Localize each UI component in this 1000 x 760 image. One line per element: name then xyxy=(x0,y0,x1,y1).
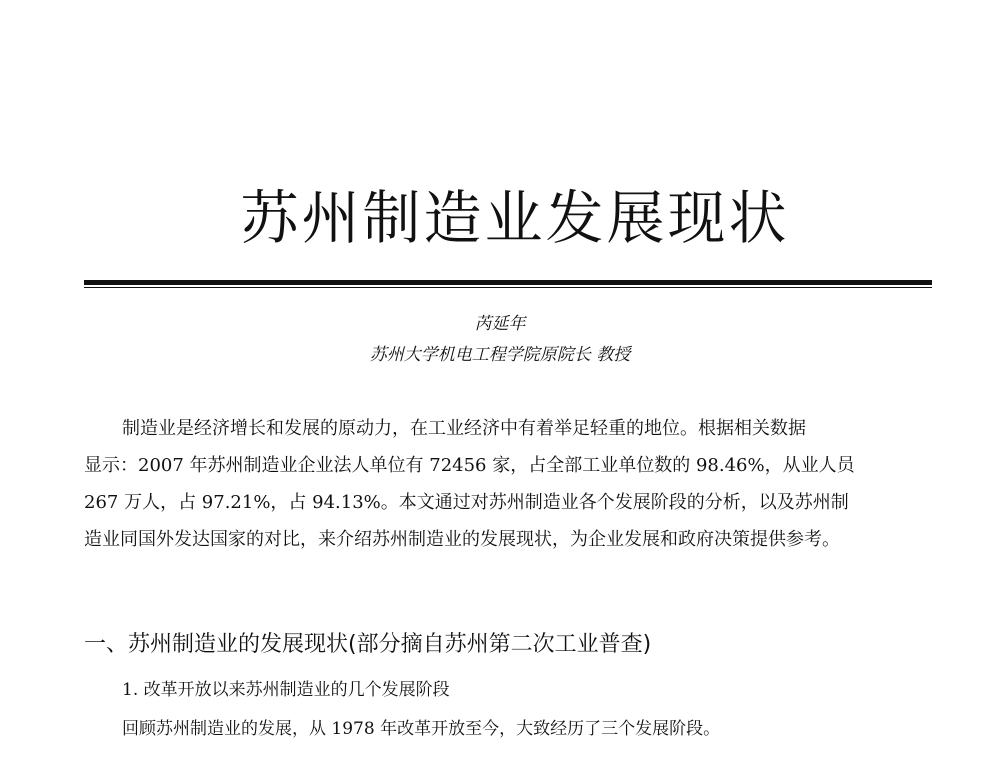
intro-paragraph xyxy=(84,410,932,558)
author-affiliation: 苏州大学机电工程学院原院长 教授 xyxy=(369,345,631,365)
intro-line: 制造业是经济增长和发展的原动力，在工业经济中有着举足轻重的地位。根据相关数据 xyxy=(122,418,806,439)
title-divider-thick xyxy=(84,280,932,285)
intro-line: 造业同国外发达国家的对比，来介绍苏州制造业的发展现状，为企业发展和政府决策提供参考。 xyxy=(84,529,840,550)
author-name: 芮延年 xyxy=(474,314,526,334)
intro-line: 267 万人，占 97.21%，占 94.13%。本文通过对苏州制造业各个发展阶段的分析，以及苏州制 xyxy=(84,492,849,513)
section-heading: 一、苏州制造业的发展现状(部分摘自苏州第二次工业普查) xyxy=(84,632,652,657)
body-text: 回顾苏州制造业的发展，从 1978 年改革开放至今，大致经历了三个发展阶段。 xyxy=(122,719,721,739)
title-divider-thin xyxy=(84,287,932,288)
intro-line: 显示：2007 年苏州制造业企业法人单位有 72456 家，占全部工业单位数的 98.46%，从业人员 xyxy=(84,455,855,476)
subsection-heading: 1. 改革开放以来苏州制造业的几个发展阶段 xyxy=(122,680,450,700)
article-title: 苏州制造业发展现状 xyxy=(240,184,790,252)
